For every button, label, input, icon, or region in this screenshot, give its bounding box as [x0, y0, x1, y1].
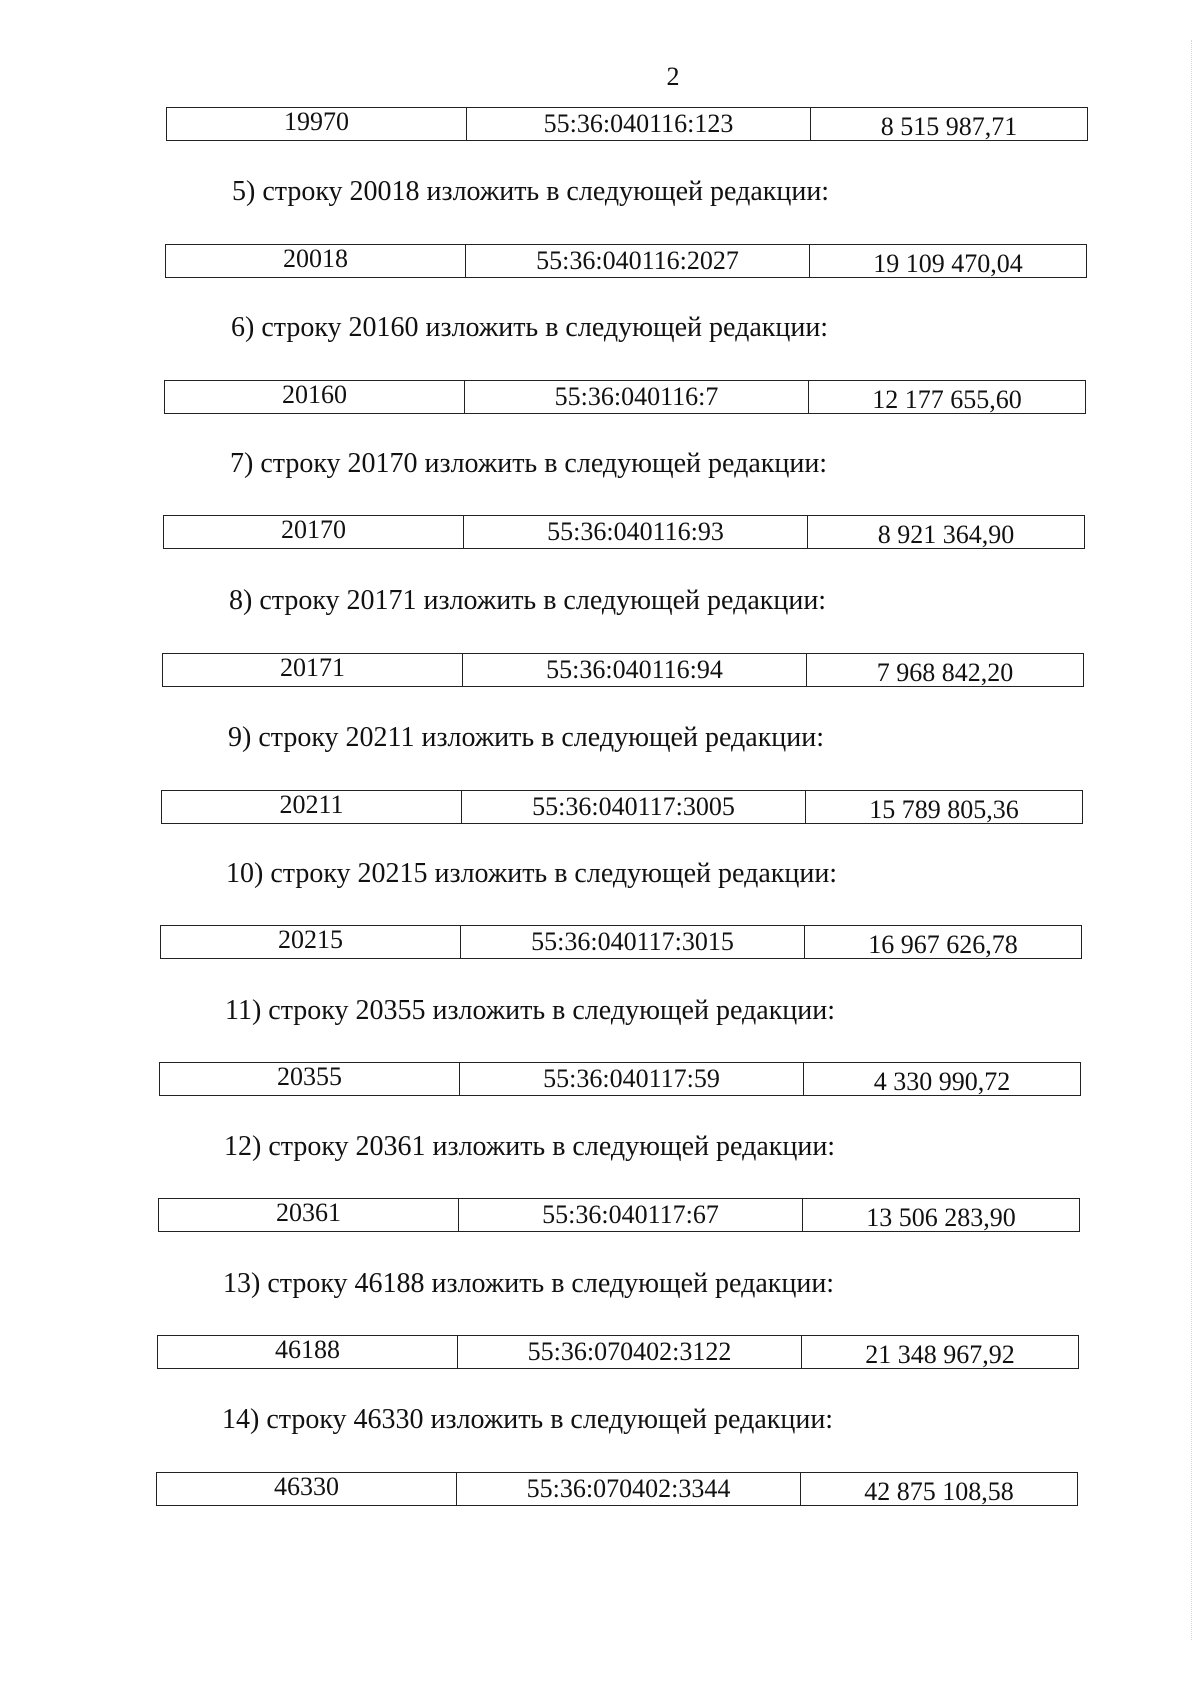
instruction-text: 14) строку 46330 изложить в следующей редакции: — [222, 1404, 834, 1435]
cadastral-value-cell: 7 968 842,20 — [876, 658, 1014, 687]
row-number-cell: 20171 — [163, 654, 463, 686]
row-number-cell: 46188 — [158, 1336, 458, 1368]
cadastral-value-cell: 19 109 470,04 — [873, 249, 1023, 278]
row-number-cell: 20211 — [162, 791, 462, 823]
instruction-text: 9) строку 20211 изложить в следующей редакции: — [228, 722, 825, 753]
page-number: 2 — [666, 62, 680, 91]
table-row — [162, 653, 1084, 687]
cadastral-value-cell: 8 515 987,71 — [880, 112, 1018, 141]
cadastral-number-cell: 55:36:040116:93 — [464, 516, 808, 548]
cadastral-value-cell: 4 330 990,72 — [873, 1067, 1011, 1096]
table-row — [166, 107, 1088, 141]
table-row — [163, 515, 1085, 549]
row-number-cell: 20018 — [166, 245, 466, 277]
row-number-cell: 20355 — [160, 1063, 460, 1095]
instruction-text: 7) строку 20170 изложить в следующей редакции: — [230, 448, 828, 479]
row-number-cell: 19970 — [167, 108, 467, 140]
instruction-text: 5) строку 20018 изложить в следующей редакции: — [232, 176, 830, 207]
table-row — [164, 380, 1086, 414]
scan-edge-divider — [1190, 40, 1192, 1640]
cadastral-value-cell: 16 967 626,78 — [868, 930, 1018, 959]
row-number-cell: 20215 — [161, 926, 461, 958]
cadastral-number-cell: 55:36:040116:94 — [463, 654, 807, 686]
row-number-cell: 20160 — [165, 381, 465, 413]
table-row — [159, 1062, 1081, 1096]
row-number-cell: 20361 — [159, 1199, 459, 1231]
instruction-text: 10) строку 20215 изложить в следующей редакции: — [226, 858, 838, 889]
cadastral-value-cell: 15 789 805,36 — [869, 795, 1019, 824]
table-row — [158, 1198, 1080, 1232]
cadastral-number-cell: 55:36:040117:3015 — [461, 926, 805, 958]
cadastral-number-cell: 55:36:070402:3122 — [458, 1336, 802, 1368]
cadastral-value-cell: 8 921 364,90 — [877, 520, 1015, 549]
table-row — [160, 925, 1082, 959]
cadastral-number-cell: 55:36:040116:7 — [465, 381, 809, 413]
instruction-text: 13) строку 46188 изложить в следующей редакции: — [223, 1268, 835, 1299]
row-number-cell: 20170 — [164, 516, 464, 548]
instruction-text: 6) строку 20160 изложить в следующей редакции: — [231, 312, 829, 343]
cadastral-number-cell: 55:36:040116:123 — [467, 108, 811, 140]
table-row — [157, 1335, 1079, 1369]
cadastral-number-cell: 55:36:040117:67 — [459, 1199, 803, 1231]
table-row — [161, 790, 1083, 824]
cadastral-value-cell: 13 506 283,90 — [866, 1203, 1016, 1232]
table-row — [156, 1472, 1078, 1506]
cadastral-value-cell: 12 177 655,60 — [872, 385, 1022, 414]
instruction-text: 12) строку 20361 изложить в следующей редакции: — [224, 1131, 836, 1162]
row-number-cell: 46330 — [157, 1473, 457, 1505]
cadastral-number-cell: 55:36:070402:3344 — [457, 1473, 801, 1505]
table-row — [165, 244, 1087, 278]
instruction-text: 11) строку 20355 изложить в следующей редакции: — [225, 995, 836, 1026]
cadastral-value-cell: 42 875 108,58 — [864, 1477, 1014, 1506]
cadastral-value-cell: 21 348 967,92 — [865, 1340, 1015, 1369]
cadastral-number-cell: 55:36:040116:2027 — [466, 245, 810, 277]
cadastral-number-cell: 55:36:040117:59 — [460, 1063, 804, 1095]
cadastral-number-cell: 55:36:040117:3005 — [462, 791, 806, 823]
instruction-text: 8) строку 20171 изложить в следующей редакции: — [229, 585, 827, 616]
